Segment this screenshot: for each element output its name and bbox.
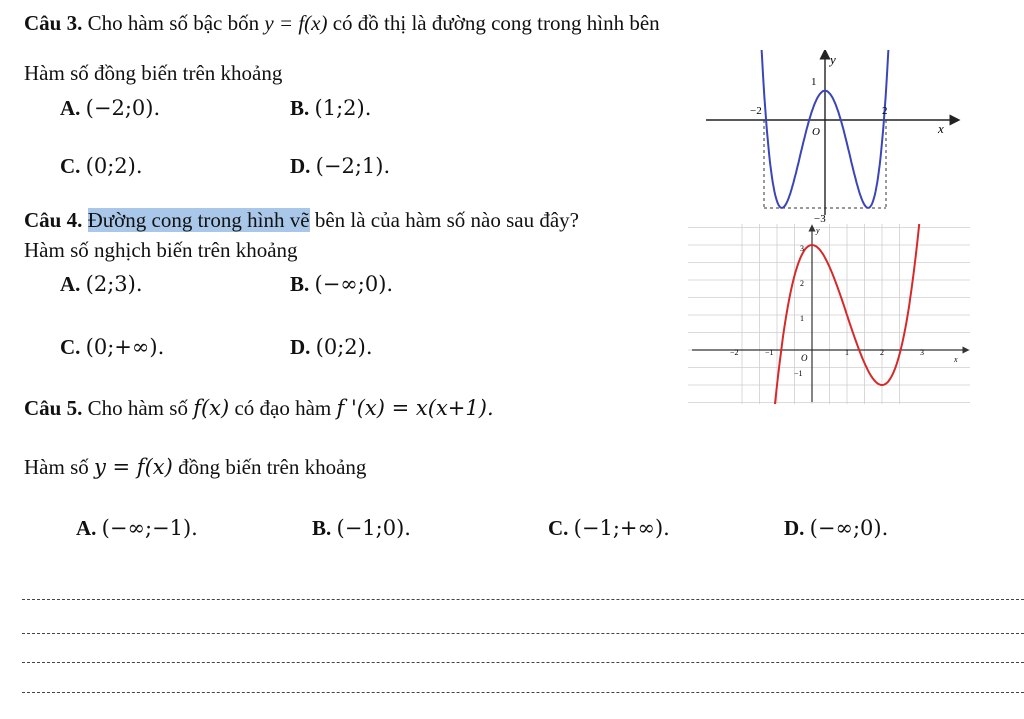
tick-2: 2 xyxy=(882,105,888,117)
q3-label: Câu 3. xyxy=(24,11,83,35)
option-value: (1;2). xyxy=(314,96,372,120)
option-letter: D. xyxy=(290,154,311,178)
tick-minus-3: −3 xyxy=(814,213,826,225)
q5-line2-after: đồng biến trên khoảng xyxy=(178,455,367,479)
origin-label: O xyxy=(812,126,820,138)
option-value: (−∞;−1). xyxy=(101,516,198,540)
option-letter: A. xyxy=(76,516,97,540)
x-tick: 1 xyxy=(845,348,849,357)
q3-text-after: có đồ thị là đường cong trong hình bên xyxy=(332,11,660,35)
q5-option-b[interactable] xyxy=(312,516,411,541)
option-letter: C. xyxy=(60,335,81,359)
x-tick: −1 xyxy=(765,348,774,357)
q3-option-b[interactable] xyxy=(290,96,371,121)
q4-heading xyxy=(24,208,579,233)
option-letter: C. xyxy=(548,516,569,540)
q5-line2-formula: y = f(x) xyxy=(94,455,173,479)
answer-line xyxy=(22,662,1024,663)
q4-option-d[interactable] xyxy=(290,335,373,360)
option-letter: B. xyxy=(290,272,310,296)
q4-option-a[interactable] xyxy=(60,272,143,297)
answer-line xyxy=(22,599,1024,600)
q3-formula: y = f(x) xyxy=(264,11,328,35)
q4-text-rest: bên là của hàm số nào sau đây? xyxy=(314,208,579,232)
q5-text-mid: có đạo hàm xyxy=(234,396,332,420)
option-value: (−∞;0). xyxy=(314,272,394,296)
answer-line xyxy=(22,692,1024,693)
x-axis-label: x xyxy=(938,121,944,136)
q3-graph xyxy=(700,50,962,225)
y-tick: 1 xyxy=(800,314,804,323)
option-value: (−2;1). xyxy=(315,154,391,178)
option-value: (−2;0). xyxy=(85,96,161,120)
x-axis-label: x xyxy=(954,355,958,364)
y-tick: 2 xyxy=(800,279,804,288)
option-letter: A. xyxy=(60,96,81,120)
q5-line2-before: Hàm số xyxy=(24,455,89,479)
q5-heading xyxy=(24,396,494,421)
option-letter: D. xyxy=(784,516,805,540)
q5-option-c[interactable] xyxy=(548,516,670,541)
x-tick: 3 xyxy=(920,348,924,357)
option-value: (−∞;0). xyxy=(809,516,889,540)
option-value: (−1;+∞). xyxy=(573,516,670,540)
y-tick: 3 xyxy=(800,244,804,253)
option-value: (2;3). xyxy=(85,272,143,296)
q4-option-c[interactable] xyxy=(60,335,164,360)
option-letter: D. xyxy=(290,335,311,359)
q3-text-before: Cho hàm số bậc bốn xyxy=(87,11,260,35)
option-value: (−1;0). xyxy=(336,516,411,540)
x-tick: 2 xyxy=(880,348,884,357)
q4-graph xyxy=(688,224,970,404)
q5-label: Câu 5. xyxy=(24,396,83,420)
option-letter: B. xyxy=(290,96,310,120)
option-value: (0;2). xyxy=(85,154,143,178)
answer-line xyxy=(22,633,1024,634)
cubic-curve xyxy=(761,224,920,404)
q5-option-d[interactable] xyxy=(784,516,888,541)
q3-subtext: Hàm số đồng biến trên khoảng xyxy=(24,61,283,85)
tick-minus-2: −2 xyxy=(750,105,762,117)
q5-derivative: f '(x) = x(x+1). xyxy=(336,396,494,420)
x-tick: −2 xyxy=(730,348,739,357)
grid xyxy=(688,224,970,404)
y-axis-label: y xyxy=(816,226,820,235)
q5-text-before: Cho hàm số xyxy=(87,396,188,420)
q5-option-a[interactable] xyxy=(76,516,198,541)
q3-option-a[interactable] xyxy=(60,96,160,121)
q3-heading xyxy=(24,11,660,36)
option-value: (0;+∞). xyxy=(85,335,165,359)
option-value: (0;2). xyxy=(315,335,373,359)
q4-option-b[interactable] xyxy=(290,272,393,297)
q3-option-d[interactable] xyxy=(290,154,390,179)
q4-label: Câu 4. xyxy=(24,208,83,232)
origin-label: O xyxy=(801,353,808,363)
q3-option-c[interactable] xyxy=(60,154,143,179)
option-letter: A. xyxy=(60,272,81,296)
q5-fx: f(x) xyxy=(193,396,230,420)
tick-1: 1 xyxy=(811,76,817,88)
q5-line2 xyxy=(24,455,366,480)
y-axis-label: y xyxy=(830,52,836,67)
y-tick: −1 xyxy=(794,369,803,378)
option-letter: B. xyxy=(312,516,332,540)
q4-highlighted-text: Đường cong trong hình vẽ xyxy=(87,208,310,232)
option-letter: C. xyxy=(60,154,81,178)
q4-subtext: Hàm số nghịch biến trên khoảng xyxy=(24,238,298,262)
